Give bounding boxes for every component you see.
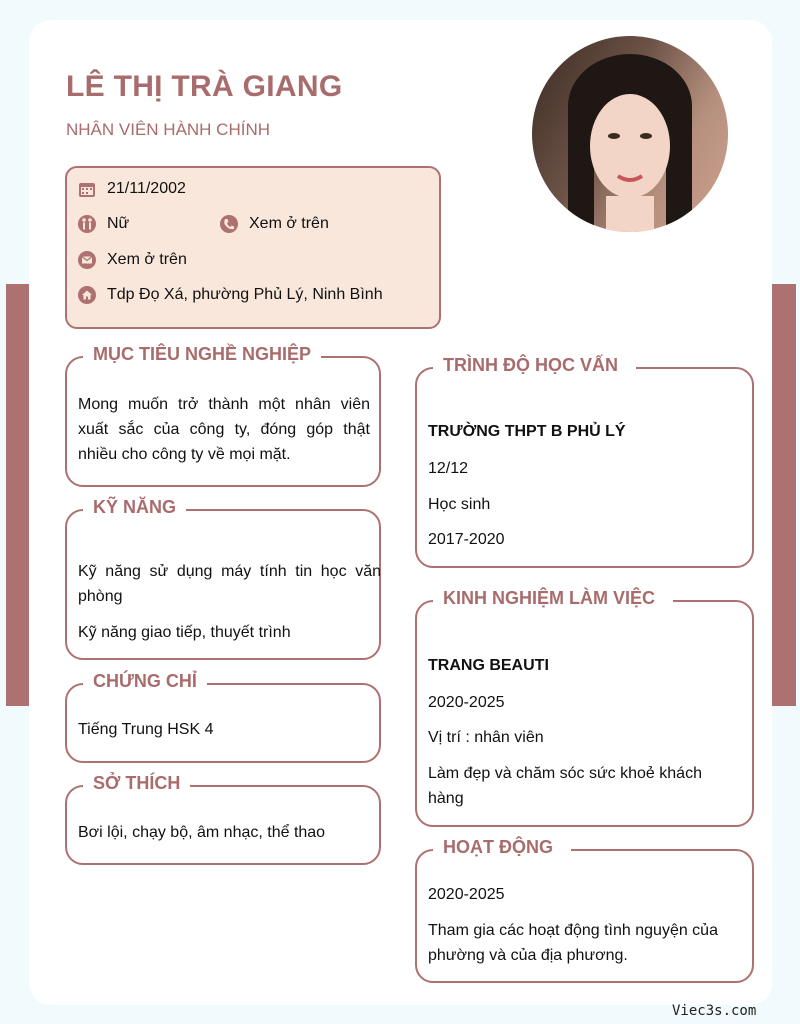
- job-title: NHÂN VIÊN HÀNH CHÍNH: [66, 120, 271, 139]
- activities-description: Tham gia các hoạt động tình nguyện của phường và của địa phương.: [428, 922, 718, 964]
- skill-item: Kỹ năng sử dụng máy tính tin học văn phòng: [78, 563, 381, 605]
- candidate-name: LÊ THỊ TRÀ GIANG: [66, 70, 343, 103]
- phone-value: Xem ở trên: [249, 215, 329, 232]
- phone-row: [219, 214, 329, 234]
- skills-section: [65, 497, 381, 660]
- objective-title: MỤC TIÊU NGHỀ NGHIỆP: [83, 344, 321, 365]
- experience-period: 2020-2025: [428, 694, 505, 711]
- hobbies-title: SỞ THÍCH: [83, 773, 190, 794]
- education-grade: 12/12: [428, 460, 469, 477]
- skills-title: KỸ NĂNG: [83, 497, 186, 518]
- gender-value: Nữ: [107, 215, 130, 232]
- gender-icon: [77, 214, 97, 234]
- experience-company: TRANG BEAUTI: [428, 657, 549, 674]
- decor-bar-right: [772, 284, 796, 706]
- objective-text: Mong muốn trở thành một nhân viên xuất sắc của công ty, đóng góp thật nhiều cho công ty về mọi mặt.: [78, 396, 370, 463]
- birthday-row: [77, 179, 186, 199]
- hobbies-section: [65, 773, 381, 865]
- education-role: Học sinh: [428, 496, 491, 513]
- gender-row: [77, 214, 129, 234]
- education-title: TRÌNH ĐỘ HỌC VẤN: [433, 355, 636, 376]
- activities-title: HOẠT ĐỘNG: [433, 837, 571, 858]
- decor-bar-left: [6, 284, 30, 706]
- education-school: TRƯỜNG THPT B PHỦ LÝ: [428, 423, 626, 440]
- experience-description: Làm đẹp và chăm sóc sức khoẻ khách hàng: [428, 765, 702, 807]
- education-period: 2017-2020: [428, 531, 505, 548]
- certificates-section: [65, 671, 381, 763]
- calendar-icon: [77, 179, 97, 199]
- watermark: Viec3s.com: [672, 1003, 757, 1019]
- email-row: [77, 250, 187, 270]
- home-icon: [77, 285, 97, 305]
- experience-position: Vị trí : nhân viên: [428, 729, 544, 746]
- hobbies-text: Bơi lội, chạy bộ, âm nhạc, thể thao: [78, 824, 326, 841]
- objective-section: [65, 344, 381, 487]
- address-value: Tdp Đọ Xá, phường Phủ Lý, Ninh Bình: [107, 286, 383, 303]
- profile-photo: [532, 36, 728, 232]
- phone-icon: [219, 214, 239, 234]
- certificate-item: Tiếng Trung HSK 4: [78, 721, 214, 738]
- certificates-title: CHỨNG CHỈ: [83, 671, 207, 692]
- birthday-value: 21/11/2002: [107, 180, 186, 197]
- address-row: [77, 285, 383, 305]
- envelope-icon: [77, 250, 97, 270]
- activities-section: [415, 837, 754, 983]
- education-section: [415, 355, 754, 568]
- experience-section: [415, 588, 754, 827]
- email-value: Xem ở trên: [107, 251, 187, 268]
- skill-item: Kỹ năng giao tiếp, thuyết trình: [78, 624, 291, 641]
- activities-period: 2020-2025: [428, 886, 505, 903]
- experience-title: KINH NGHIỆM LÀM VIỆC: [433, 588, 673, 609]
